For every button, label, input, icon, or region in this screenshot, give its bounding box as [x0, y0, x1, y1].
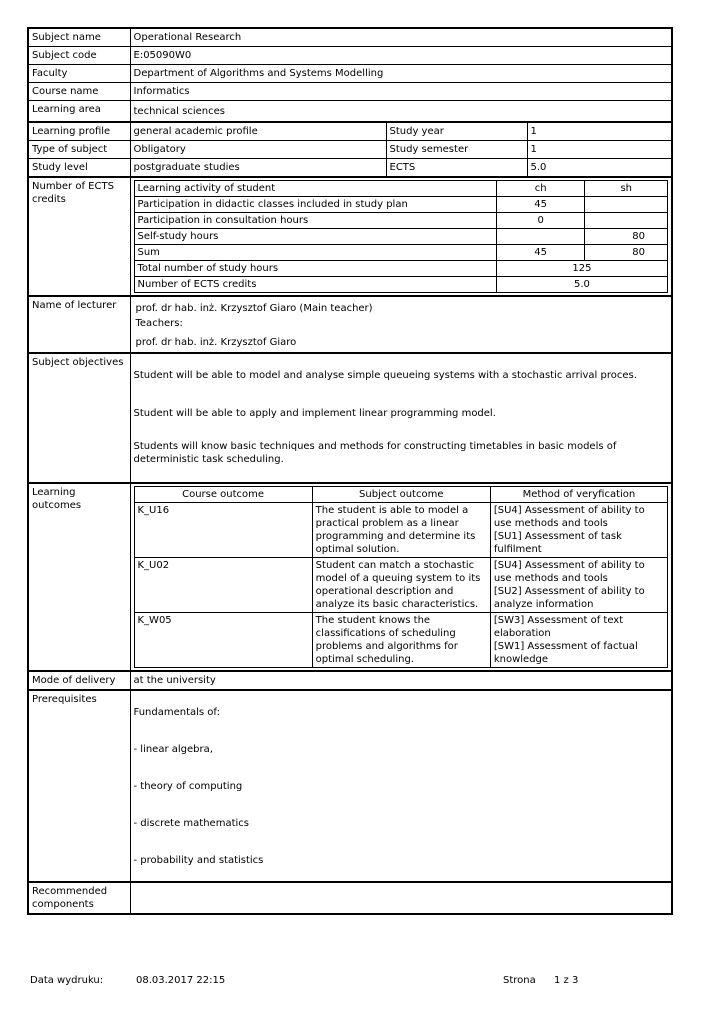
- value-faculty: Department of Algorithms and Systems Modelling: [130, 65, 672, 83]
- print-date: 08.03.2017 22:15: [136, 975, 226, 986]
- label-subject-code: Subject code: [28, 47, 130, 65]
- ects-header-activity: Learning activity of student: [134, 180, 496, 196]
- ects-header-ch: ch: [496, 180, 585, 196]
- label-prerequisites: Prerequisites: [28, 690, 130, 882]
- ects-row: [134, 196, 668, 212]
- outcome-method: [SW3] Assessment of text elaboration: [493, 614, 624, 639]
- label-lecturer: Name of lecturer: [28, 296, 130, 353]
- outcomes-header-method: Method of veryfication: [490, 486, 667, 502]
- objective-item: Student will be able to apply and implement linear programming model.: [133, 407, 496, 419]
- ects-credits-label: Number of ECTS credits: [134, 276, 496, 292]
- ects-activity: Sum: [134, 244, 496, 260]
- label-type-of-subject: Type of subject: [28, 140, 130, 158]
- label-course-name: Course name: [28, 83, 130, 101]
- ects-activity: Participation in didactic classes included in study plan: [134, 196, 496, 212]
- ects-row: [134, 244, 668, 260]
- label-study-level: Study level: [28, 158, 130, 177]
- ects-total-hours-value: 125: [496, 260, 667, 276]
- ects-sh: [585, 212, 668, 228]
- lecturer-main: prof. dr hab. inż. Krzysztof Giaro (Main teacher): [135, 302, 373, 314]
- value-study-level: postgraduate studies: [130, 158, 386, 177]
- objective-item: Student will be able to model and analyse simple queueing systems with a stochastic arrival proces.: [133, 369, 637, 381]
- outcome-subject: The student knows the classifications of scheduling problems and algorithms for optimal scheduling.: [312, 612, 490, 667]
- label-subject-name: Subject name: [28, 28, 130, 47]
- label-learning-outcomes: Learning outcomes: [28, 483, 130, 671]
- outcomes-header-subject: Subject outcome: [312, 486, 490, 502]
- value-mode-of-delivery: at the university: [130, 671, 672, 690]
- ects-activity: Participation in consultation hours: [134, 212, 496, 228]
- label-learning-profile: Learning profile: [28, 122, 130, 141]
- ects-sh: 80: [585, 244, 668, 260]
- label-study-year: Study year: [386, 122, 527, 141]
- ects-row: [134, 228, 668, 244]
- outcome-method: [SU4] Assessment of ability to use methods and tools: [493, 559, 645, 584]
- value-ects: 5.0: [527, 158, 672, 177]
- outcomes-header-course: Course outcome: [134, 486, 312, 502]
- lecturer-teachers-label: Teachers:: [135, 317, 183, 329]
- outcome-method: [SU2] Assessment of ability to analyze information: [493, 585, 645, 610]
- value-study-year: 1: [527, 122, 672, 141]
- ects-ch: 45: [496, 196, 585, 212]
- learning-outcomes-table: [134, 486, 669, 668]
- prerequisite-item: - probability and statistics: [133, 854, 264, 866]
- value-type-of-subject: Obligatory: [130, 140, 386, 158]
- prerequisite-item: Fundamentals of:: [133, 706, 220, 718]
- label-recommended-components: Recommended components: [28, 882, 130, 914]
- print-date-label: Data wydruku:: [30, 975, 104, 986]
- label-mode-of-delivery: Mode of delivery: [28, 671, 130, 690]
- outcome-course: K_U16: [134, 502, 312, 557]
- ects-credits-table: [134, 180, 669, 293]
- label-learning-area: Learning area: [28, 101, 130, 122]
- label-ects: ECTS: [386, 158, 527, 177]
- lecturer-teachers: prof. dr hab. inż. Krzysztof Giaro: [135, 336, 297, 348]
- ects-ch: [496, 228, 585, 244]
- value-learning-profile: general academic profile: [130, 122, 386, 141]
- syllabus-table: [27, 27, 673, 915]
- page-number: 1 z 3: [554, 975, 579, 986]
- outcome-method: [SW1] Assessment of factual knowledge: [493, 640, 638, 665]
- ects-ch: 0: [496, 212, 585, 228]
- label-faculty: Faculty: [28, 65, 130, 83]
- ects-total-hours-label: Total number of study hours: [134, 260, 496, 276]
- value-subject-code: E:05090W0: [130, 47, 672, 65]
- outcome-subject: Student can match a stochastic model of a queuing system to its operational description and analyze its basic characteristics.: [312, 557, 490, 612]
- outcome-course: K_W05: [134, 612, 312, 667]
- ects-sh: 80: [585, 228, 668, 244]
- objective-item: Students will know basic techniques and methods for constructing timetables in basic models of deterministic task scheduling.: [133, 440, 617, 465]
- page-label: Strona: [503, 975, 536, 986]
- ects-activity: Self-study hours: [134, 228, 496, 244]
- outcome-method: [SU1] Assessment of task fulfilment: [493, 530, 622, 555]
- ects-credits-value: 5.0: [496, 276, 667, 292]
- ects-sh: [585, 196, 668, 212]
- value-learning-area: technical sciences: [130, 101, 672, 122]
- ects-row: [134, 212, 668, 228]
- label-subject-objectives: Subject objectives: [28, 353, 130, 483]
- outcome-subject: The student is able to model a practical problem as a linear programming and determine its optimal solution.: [312, 502, 490, 557]
- outcome-course: K_U02: [134, 557, 312, 612]
- label-study-semester: Study semester: [386, 140, 527, 158]
- value-subject-name: Operational Research: [130, 28, 672, 47]
- outcome-row: [134, 502, 668, 557]
- outcome-row: [134, 612, 668, 667]
- outcome-method: [SU4] Assessment of ability to use methods and tools: [493, 504, 645, 529]
- prerequisite-item: - theory of computing: [133, 780, 243, 792]
- prerequisite-item: - discrete mathematics: [133, 817, 249, 829]
- syllabus-page: [27, 27, 671, 915]
- outcome-row: [134, 557, 668, 612]
- value-course-name: Informatics: [130, 83, 672, 101]
- prerequisite-item: - linear algebra,: [133, 743, 213, 755]
- value-recommended-components: [130, 882, 672, 914]
- ects-ch: 45: [496, 244, 585, 260]
- label-ects-credits: Number of ECTS credits: [28, 177, 130, 296]
- ects-header-sh: sh: [585, 180, 668, 196]
- value-study-semester: 1: [527, 140, 672, 158]
